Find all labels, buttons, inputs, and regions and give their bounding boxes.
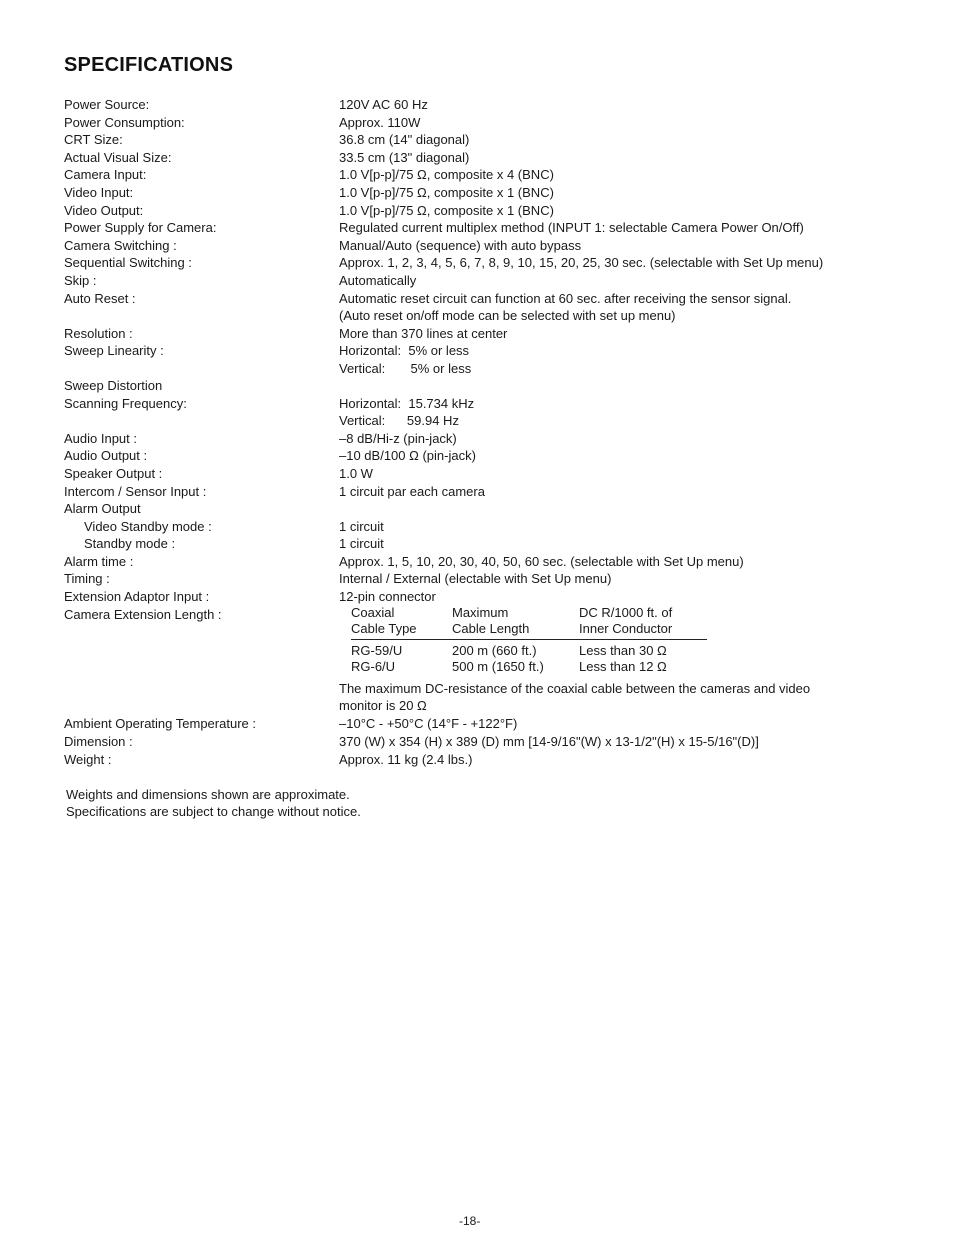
spec-label-crt-size: CRT Size: (64, 132, 123, 147)
cable-type-cell: RG-59/U (351, 643, 403, 658)
spec-label-video-standby: Video Standby mode : (84, 519, 212, 534)
spec-label-dimension: Dimension : (64, 734, 133, 749)
spec-label-camera-extension-length: Camera Extension Length : (64, 607, 222, 622)
cable-length-cell: 200 m (660 ft.) (452, 643, 537, 658)
spec-value-power-source: 120V AC 60 Hz (339, 97, 428, 112)
spec-value-audio-output: –10 dB/100 Ω (pin-jack) (339, 448, 476, 463)
spec-value-weight: Approx. 11 kg (2.4 lbs.) (339, 752, 473, 767)
spec-value-timing: Internal / External (electable with Set Up menu) (339, 571, 612, 586)
spec-value-sweep-linearity-v: Vertical: 5% or less (339, 361, 472, 376)
spec-value-intercom-sensor: 1 circuit par each camera (339, 484, 485, 499)
spec-value-video-output: 1.0 V[p-p]/75 Ω, composite x 1 (BNC) (339, 203, 554, 218)
spec-label-audio-input: Audio Input : (64, 431, 137, 446)
table-row (351, 643, 707, 659)
cable-type-cell: RG-6/U (351, 659, 396, 674)
header-line: DC R/1000 ft. of (579, 605, 673, 620)
spec-value-standby-mode: 1 circuit (339, 536, 384, 551)
footnote-subject-to-change: Specifications are subject to change without notice. (66, 804, 361, 819)
spec-label-video-input: Video Input: (64, 185, 134, 200)
spec-value-speaker-output: 1.0 W (339, 466, 373, 481)
spec-value-scanning-frequency-h: Horizontal: 15.734 kHz (339, 396, 475, 411)
spec-value-auto-reset-note: (Auto reset on/off mode can be selected with set up menu) (339, 308, 676, 323)
spec-value-coax-note-2: monitor is 20 Ω (339, 698, 427, 713)
spec-value-scanning-frequency-v: Vertical: 59.94 Hz (339, 413, 459, 428)
spec-value-sequential-switching: Approx. 1, 2, 3, 4, 5, 6, 7, 8, 9, 10, 15, 20, 25, 30 sec. (selectable with Set Up menu) (339, 255, 824, 270)
spec-value-power-supply-camera: Regulated current multiplex method (INPUT 1: selectable Camera Power On/Off) (339, 220, 804, 235)
spec-label-sweep-distortion: Sweep Distortion (64, 378, 163, 393)
spec-label-visual-size: Actual Visual Size: (64, 150, 172, 165)
spec-value-crt-size: 36.8 cm (14" diagonal) (339, 132, 470, 147)
spec-label-alarm-output: Alarm Output (64, 501, 141, 516)
cable-table-header (351, 605, 707, 640)
header-line: Cable Length (452, 621, 530, 636)
spec-value-extension-adaptor: 12-pin connector (339, 589, 436, 604)
cable-resistance-cell: Less than 30 Ω (579, 643, 667, 658)
spec-label-sweep-linearity: Sweep Linearity : (64, 343, 164, 358)
header-line: Coaxial (351, 605, 395, 620)
spec-label-power-consumption: Power Consumption: (64, 115, 185, 130)
spec-value-ambient-temperature: –10°C - +50°C (14°F - +122°F) (339, 716, 518, 731)
spec-value-power-consumption: Approx. 110W (339, 115, 421, 130)
spec-label-standby-mode: Standby mode : (84, 536, 176, 551)
spec-value-camera-switching: Manual/Auto (sequence) with auto bypass (339, 238, 582, 253)
spec-label-weight: Weight : (64, 752, 112, 767)
spec-label-skip: Skip : (64, 273, 97, 288)
page-title: SPECIFICATIONS (64, 54, 234, 76)
spec-label-scanning-frequency: Scanning Frequency: (64, 396, 187, 411)
footnote-approximate: Weights and dimensions shown are approximate. (66, 787, 350, 802)
spec-value-skip: Automatically (339, 273, 417, 288)
spec-value-auto-reset: Automatic reset circuit can function at 60 sec. after receiving the sensor signal. (339, 291, 792, 306)
header-dc-resistance (579, 605, 707, 637)
spec-label-resolution: Resolution : (64, 326, 133, 341)
header-line: Maximum (452, 605, 509, 620)
spec-label-video-output: Video Output: (64, 203, 144, 218)
header-maximum-cable-length (452, 605, 579, 637)
spec-value-alarm-time: Approx. 1, 5, 10, 20, 30, 40, 50, 60 sec. (selectable with Set Up menu) (339, 554, 744, 569)
spec-label-extension-adaptor: Extension Adaptor Input : (64, 589, 210, 604)
spec-label-power-supply-camera: Power Supply for Camera: (64, 220, 217, 235)
spec-value-camera-input: 1.0 V[p-p]/75 Ω, composite x 4 (BNC) (339, 167, 554, 182)
spec-label-sequential-switching: Sequential Switching : (64, 255, 192, 270)
spec-label-auto-reset: Auto Reset : (64, 291, 136, 306)
header-line: Inner Conductor (579, 621, 673, 636)
spec-value-sweep-linearity-h: Horizontal: 5% or less (339, 343, 470, 358)
spec-label-timing: Timing : (64, 571, 110, 586)
spec-label-alarm-time: Alarm time : (64, 554, 134, 569)
spec-label-power-source: Power Source: (64, 97, 150, 112)
spec-value-video-input: 1.0 V[p-p]/75 Ω, composite x 1 (BNC) (339, 185, 554, 200)
spec-value-video-standby: 1 circuit (339, 519, 384, 534)
spec-value-resolution: More than 370 lines at center (339, 326, 508, 341)
spec-value-audio-input: –8 dB/Hi-z (pin-jack) (339, 431, 457, 446)
header-coaxial-cable-type (351, 605, 452, 637)
spec-value-visual-size: 33.5 cm (13" diagonal) (339, 150, 470, 165)
page-number: -18- (459, 1214, 481, 1228)
table-row (351, 659, 707, 675)
spec-value-coax-note-1: The maximum DC-resistance of the coaxial cable between the cameras and video (339, 681, 811, 696)
spec-label-ambient-temperature: Ambient Operating Temperature : (64, 716, 256, 731)
spec-label-speaker-output: Speaker Output : (64, 466, 163, 481)
spec-label-intercom-sensor: Intercom / Sensor Input : (64, 484, 207, 499)
spec-label-camera-input: Camera Input: (64, 167, 147, 182)
header-line: Cable Type (351, 621, 417, 636)
cable-length-table (351, 605, 707, 675)
spec-value-dimension: 370 (W) x 354 (H) x 389 (D) mm [14-9/16"(W) x 13-1/2"(H) x 15-5/16"(D)] (339, 734, 759, 749)
cable-length-cell: 500 m (1650 ft.) (452, 659, 544, 674)
spec-label-audio-output: Audio Output : (64, 448, 148, 463)
spec-label-camera-switching: Camera Switching : (64, 238, 177, 253)
cable-resistance-cell: Less than 12 Ω (579, 659, 667, 674)
